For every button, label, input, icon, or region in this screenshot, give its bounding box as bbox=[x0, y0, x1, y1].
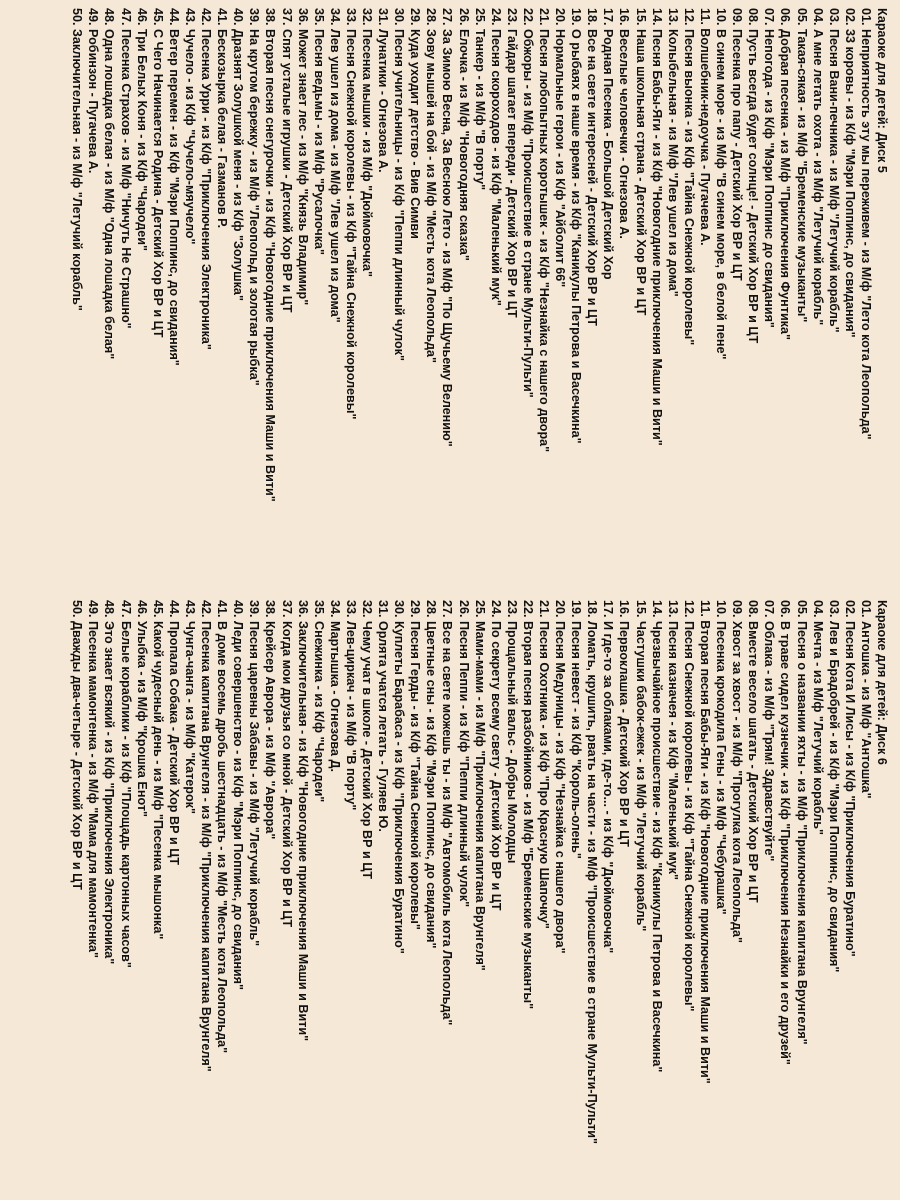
song-item: 26. Песня Пеппи - из К/ф "Пеппи длинный чулок" bbox=[456, 600, 471, 908]
song-item: 46. Улыбка - из М/ф "Крошка Енот" bbox=[134, 600, 149, 817]
song-item: 10. Песенка крокодила Гены - из М/ф "Чебурашка" bbox=[714, 600, 729, 915]
song-item: 12. Песня Снежной королевы - из К/ф "Тайна Снежной королевы" bbox=[681, 600, 696, 1012]
song-item: 21. Песня любопытных коротышек - из К/ф "Незнайка с нашего двора" bbox=[537, 8, 552, 453]
song-item: 50. Заключительная - из М/ф "Летучий корабль" bbox=[70, 8, 85, 311]
song-item: 32. Чему учат в школе - Детский Хор ВР и ЦТ bbox=[360, 600, 374, 880]
song-item: 38. Крейсер Аврора - из М/ф "Аврора" bbox=[263, 600, 278, 840]
song-item: 05. Такая-сякая - из М/ф "Бременские музыканты" bbox=[794, 8, 809, 323]
song-item: 40. Дразнят Золушкой меня - из К/ф "Золушка" bbox=[231, 8, 246, 301]
song-item: 23. Прощальный вальс - Добры Молодцы bbox=[504, 600, 519, 864]
song-item: 27. Все на свете можешь ты - из М/ф "Автомобиль кота Леопольда" bbox=[440, 600, 455, 1026]
song-item: 31. Лунатики - Огнезова А. bbox=[376, 8, 391, 173]
song-item: 41. В доме восемь дробь шестнадцать - из М/ф "Месть кота Леопольда" bbox=[215, 600, 230, 1054]
song-item: 04. Мечта - из М/ф "Летучий корабль" bbox=[810, 600, 825, 836]
song-item: 45. Какой чудесный день - из М/ф "Песенка мышонка" bbox=[150, 600, 165, 940]
song-item: 17. Родная Песенка - Большой Детский Хор bbox=[601, 8, 616, 280]
song-item: 25. Мами-мами - из М/ф "Приключения капитана Врунгеля" bbox=[472, 600, 487, 971]
song-item: 42. Песенка Урри - из К/ф "Приключения Электроника" bbox=[199, 8, 214, 350]
song-item: 13. Песня казначея - из К/ф "Маленький мук" bbox=[665, 600, 680, 880]
disc-6-song-list bbox=[69, 600, 874, 1190]
song-item: 35. Песня ведьмы - из М/ф "Русалочка" bbox=[311, 8, 326, 255]
song-item: 39. Песня царевны Забавы - из М/ф "Летучий корабль" bbox=[247, 600, 262, 947]
song-item: 12. Песня выонка - из К/ф "Тайна Снежной королевы" bbox=[681, 8, 696, 346]
song-item: 48. Это знает всякий - из К/ф "Приключения Электроника" bbox=[102, 600, 117, 965]
song-item: 07. Облака - из М/ф "Трям! Здравствуйте" bbox=[762, 600, 777, 862]
song-item: 05. Песня о названии яхты - из М/ф "Приключения капитана Врунгеля" bbox=[794, 600, 809, 1045]
song-item: 47. Белые кораблики - из К/ф "Площадь картонных часов" bbox=[118, 600, 133, 968]
song-item: 16. Веселые человечки - Огнезова А. bbox=[617, 8, 632, 239]
song-item: 31. Орлята учатся летать - Гуляев Ю. bbox=[376, 600, 391, 832]
song-item: 34. Мартышка - Огнезова Д. bbox=[327, 600, 342, 772]
song-item: 29. Куда уходит детство - Вив Симви bbox=[408, 8, 423, 239]
song-item: 26. Елочка - из М/ф "Новогодняя сказка" bbox=[456, 8, 471, 261]
song-item: 41. Бескозырка белая - Газманов Р. bbox=[215, 8, 230, 229]
song-item: 23. Гайдар шагает впереди - Детский Хор ВР и ЦТ bbox=[504, 8, 519, 318]
song-item: 22. Вторая песня разбойников - из М/ф "Бременские музыканты" bbox=[520, 600, 535, 1010]
song-item: 15. Частушки бабок-ежек - из М/ф "Летучий корабль" bbox=[633, 600, 648, 932]
song-item: 32. Песенка мышки - из М/ф "Дюймовочка" bbox=[360, 8, 374, 277]
song-item: 08. Пусть всегда будет солнце! - Детский Хор ВР и ЦТ bbox=[746, 8, 761, 344]
song-item: 18. Ломать, крушить, рвать на части - из М/ф "Происшествие в стране Мульти-Пульти" bbox=[585, 600, 600, 1144]
song-item: 01. Антошка - из М/ф "Антошка" bbox=[858, 600, 873, 799]
song-item: 06. В траве сидел кузнечик - из К/ф "Приключения Незнайки и его друзей" bbox=[778, 600, 793, 1065]
song-item: 36. Может знает лес - из М/ф "Князь Владимир" bbox=[295, 8, 310, 306]
song-item: 27. За Зимою Весна, За Весною Лето - из М/ф "По Щучьему Велению" bbox=[440, 8, 455, 447]
song-item: 21. Песня Охотника - из К/ф "Про Красную Шапочку" bbox=[537, 600, 552, 929]
song-item: 47. Песенка Страхов - из М/ф "Ничуть Не Страшно" bbox=[118, 8, 133, 329]
song-item: 09. Песенка про папу - Детский Хор ВР и ЦТ bbox=[730, 8, 745, 281]
song-item: 36. Заключительная - из К/ф "Новогодние приключения Маши и Вити" bbox=[295, 600, 310, 1042]
song-item: 34. Лев ушел из дома - из М/ф "Лев ушел из дома" bbox=[327, 8, 342, 323]
song-item: 11. Вторая песня Бабы-Яги - из К/ф "Новогодние приключения Маши и Вити" bbox=[697, 600, 712, 1084]
song-item: 37. Когда мои друзья со мной - Детский Хор ВР и ЦТ bbox=[279, 600, 294, 928]
song-item: 18. Все на свете интересней - Детский Хор ВР и ЦТ bbox=[585, 8, 600, 326]
disc-5-song-list bbox=[69, 8, 874, 598]
song-item: 37. Спят усталые игрушки - Детский Хор ВР и ЦТ bbox=[279, 8, 294, 313]
song-item: 06. Добрая песенка - из М/ф "Приключения Фунтика" bbox=[778, 8, 793, 340]
song-item: 33. Песня Снежной королевы - из К/ф "Тайна Снежной королевы" bbox=[343, 8, 358, 420]
disc-6-tracklist bbox=[69, 600, 890, 1190]
song-item: 28. Зову мышей на бой - из М/ф "Месть кота Леопольда" bbox=[424, 8, 439, 363]
song-item: 49. Робинзон - Пугачева А. bbox=[86, 8, 101, 174]
song-item: 20. Нормальные герои - из К/ф "Айболит 66" bbox=[553, 8, 568, 288]
song-item: 03. Лев и Брадобрей - из К/ф "Мэри Поппинс, до свидания" bbox=[826, 600, 841, 973]
song-item: 25. Танкер - из М/ф "В порту" bbox=[472, 8, 487, 191]
song-item: 24. Песня скороходов - из К/ф "Маленький мук" bbox=[488, 8, 503, 306]
song-item: 08. Вместе весело шагать - Детский Хор ВР и ЦТ bbox=[746, 600, 761, 903]
song-item: 46. Три Белых Коня - из К/ф "Чародеи" bbox=[134, 8, 149, 251]
song-item: 45. С Чего Начинается Родина - Детский Хор ВР и ЦТ bbox=[150, 8, 165, 338]
song-item: 38. Вторая песня снегурочки - из К/ф "Новогодние приключения Маши и Вити" bbox=[263, 8, 278, 502]
song-item: 48. Одна лошадка белая - из М/ф "Одна лошадка белая" bbox=[102, 8, 117, 360]
song-item: 02. 33 коровы - из К/ф "Мэри Поппинс, до свидания" bbox=[842, 8, 857, 338]
song-item: 14. Песня Бабы-Яги - из К/ф "Новогодние приключения Маши и Вити" bbox=[649, 8, 664, 446]
song-item: 35. Снежинка - из К/ф "Чародеи" bbox=[311, 600, 326, 803]
song-item: 09. Хвост за хвост - из М/ф "Прогулка кота Леопольда" bbox=[730, 600, 745, 943]
song-item: 02. Песня Кота И Лисы - из К/ф "Приключения Буратино" bbox=[842, 600, 857, 957]
song-item: 40. Леди совершенство - из К/ф "Мэри Поппинс, до свидания" bbox=[231, 600, 246, 990]
song-item: 43. Чучело - из К/ф "Чучело-мяучело" bbox=[182, 8, 197, 245]
song-item: 30. Куплеты Барабаса - из К/ф "Приключения Буратино" bbox=[392, 600, 407, 954]
song-item: 39. На крутом бережку - из М/ф "Леопольд и золотая рыбка" bbox=[247, 8, 262, 386]
song-item: 44. Ветер перемен - из К/ф "Мэри Поппинс, до свидания" bbox=[166, 8, 181, 366]
song-item: 17. И где-то за облаками, где-то... - из К/ф "Дюймовочка" bbox=[601, 600, 616, 954]
song-item: 01. Неприятность эту мы переживем - из М/ф "Лето кота Леопольда" bbox=[858, 8, 873, 440]
song-item: 11. Волшебник-недоучка - Пугачева А. bbox=[697, 8, 712, 246]
song-item: 30. Песня учительницы - из К/ф "Пеппи длинный чулок" bbox=[392, 8, 407, 361]
song-item: 07. Непогода - из К/ф "Мэри Поппинс до свидания" bbox=[762, 8, 777, 328]
song-item: 20. Песня Медуницы - из К/ф "Незнайка с нашего двора" bbox=[553, 600, 568, 954]
disc-5-tracklist bbox=[69, 8, 890, 598]
song-item: 33. Лев-циркач - из М/ф "В порту" bbox=[343, 600, 358, 811]
song-item: 19. Песня невест - из К/ф "Король-олень" bbox=[569, 600, 584, 859]
song-item: 29. Песня Герды - из К/ф "Тайна Снежной королевы" bbox=[408, 600, 423, 930]
song-item: 42. Песенка капитана Врунгеля - из М/ф "Приключения капитана Врунгеля" bbox=[199, 600, 214, 1072]
song-item: 14. Чрезвычайное происшествие - из К/ф "Каникулы Петрова и Васечкина" bbox=[649, 600, 664, 1073]
song-item: 49. Песенка мамонтенка - из М/ф "Мама для мамонтенка" bbox=[86, 600, 101, 958]
disc-6-title: Караоке для детей: Диск 6 bbox=[875, 600, 889, 765]
song-item: 24. По секрету всему свету - Детский Хор ВР и ЦТ bbox=[488, 600, 503, 911]
song-item: 10. В синем море - из М/ф "В синем море, в белой пене" bbox=[714, 8, 729, 360]
song-item: 22. Обжоры - из М/ф "Происшествие в стране Мульти-Пульти" bbox=[520, 8, 535, 398]
song-item: 50. Дважды два-четыре - Детский Хор ВР и ЦТ bbox=[70, 600, 85, 890]
song-item: 04. А мне летать охота - из М/ф "Летучий корабль" bbox=[810, 8, 825, 326]
song-item: 13. Колыбельная - из М/ф "Лев ушел из дома" bbox=[665, 8, 680, 297]
song-item: 03. Песня Вани-печника - из М/ф "Летучий корабль" bbox=[826, 8, 841, 333]
song-item: 16. Первоклашка - Детский Хор ВР и ЦТ bbox=[617, 600, 632, 847]
song-item: 19. О рыбаях в наше время - из К/ф "Каникулы Петрова и Васечкина" bbox=[569, 8, 584, 444]
song-item: 43. Чунга-чанга - из М/ф "Катерок" bbox=[182, 600, 197, 814]
song-item: 15. Наша школьная страна - Детский Хор ВР и ЦТ bbox=[633, 8, 648, 316]
song-item: 28. Цветные сны - из К/ф "Мэри Поппинс, до свидания" bbox=[424, 600, 439, 949]
disc-5-title: Караоке для детей: Диск 5 bbox=[875, 8, 889, 173]
song-item: 44. Пропала Собака - Детский Хор ВР и ЦТ bbox=[166, 600, 181, 866]
